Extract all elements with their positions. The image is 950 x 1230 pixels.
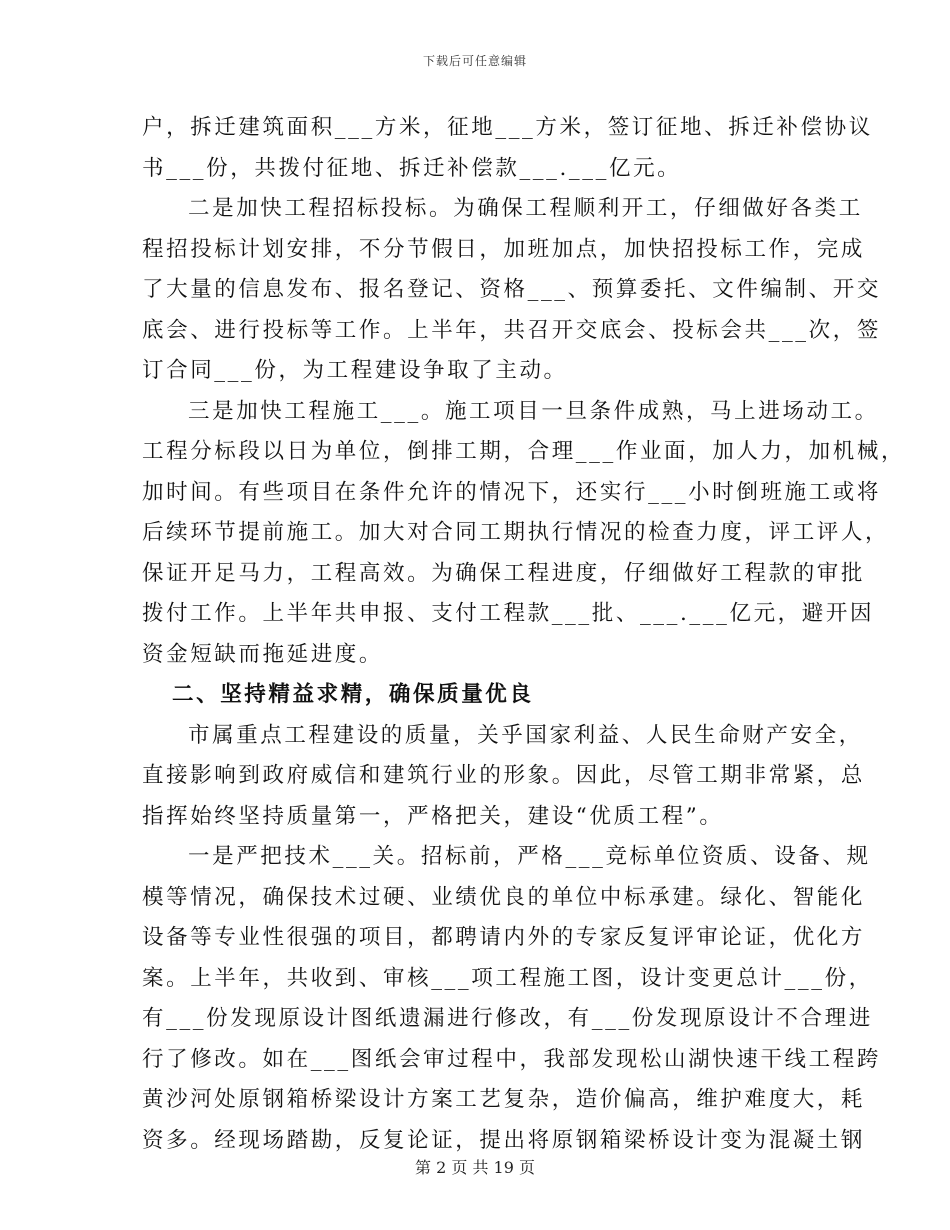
text-line: 直接影响到政府威信和建筑行业的形象。因此，尽管工期非常紧，总: [142, 763, 866, 788]
text-line: 后续环节提前施工。加大对合同工期执行情况的检查力度，评工评人，: [142, 520, 890, 545]
page-header: 下载后可任意编辑: [422, 54, 527, 68]
text-line: 设备等专业性很强的项目，都聘请内外的专家反复评审论证，优化方: [142, 925, 866, 950]
text-line: 户，拆迁建筑面积___方米，征地___方米，签订征地、拆迁补偿协议: [142, 115, 873, 140]
text-line: 加时间。有些项目在条件允许的情况下，还实行___小时倒班施工或将: [142, 479, 881, 505]
text-line: 市属重点工程建设的质量，关乎国家利益、人民生命财产安全，: [188, 722, 863, 748]
text-line: 资多。经现场踏勘，反复论证，提出将原钢箱梁桥设计变为混凝土钢: [142, 1127, 866, 1153]
text-line: 案。上半年，共收到、审核___项工程施工图，设计变更总计___份，: [142, 965, 873, 991]
document-body: [142, 108, 906, 1161]
text-line: 书___份，共拨付征地、拆迁补偿款___.___亿元。: [142, 155, 682, 181]
text-line: 拨付工作。上半年共申报、支付工程款___批、___.___亿元，避开因: [142, 601, 875, 626]
text-line: 了大量的信息发布、报名登记、资格___、预算委托、文件编制、开交: [142, 277, 881, 302]
text-line: 行了修改。如在___图纸会审过程中，我部发现松山湖快速干线工程跨: [142, 1046, 881, 1072]
text-line: 底会、进行投标等工作。上半年，共召开交底会、投标会共___次，签: [142, 317, 881, 343]
text-line: 模等情况，确保技术过硬、业绩优良的单位中标承建。绿化、智能化: [142, 884, 866, 910]
page-number: 第 2 页 共 19 页: [415, 1158, 535, 1177]
text-line: 保证开足马力，工程高效。为确保工程进度，仔细做好工程款的审批: [142, 560, 866, 586]
text-line: 黄沙河处原钢箱桥梁设计方案工艺复杂，造价偏高，维护难度大，耗: [142, 1087, 866, 1112]
text-line: 资金短缺而拖延进度。: [142, 641, 384, 667]
text-line: 有___份发现原设计图纸遗漏进行修改，有___份发现原设计不合理进: [142, 1006, 873, 1031]
text-line: 三是加快工程施工___。施工项目一旦条件成熟，马上进场动工。: [188, 398, 879, 424]
section-heading: 二、坚持精益求精，确保质量优良: [172, 682, 534, 707]
text-line: 工程分标段以日为单位，倒排工期，合理___作业面，加人力，加机械，: [142, 439, 906, 464]
text-line: 指挥始终坚持质量第一，严格把关，建设“优质工程”。: [142, 803, 724, 829]
text-line: 程招投标计划安排，不分节假日，加班加点，加快招投标工作，完成: [142, 236, 866, 262]
text-line: 一是严把技术___关。招标前，严格___竞标单位资质、设备、规: [188, 844, 871, 869]
text-line: 二是加快工程招标投标。为确保工程顺利开工，仔细做好各类工: [188, 196, 863, 221]
text-line: 订合同___份，为工程建设争取了主动。: [142, 358, 568, 383]
